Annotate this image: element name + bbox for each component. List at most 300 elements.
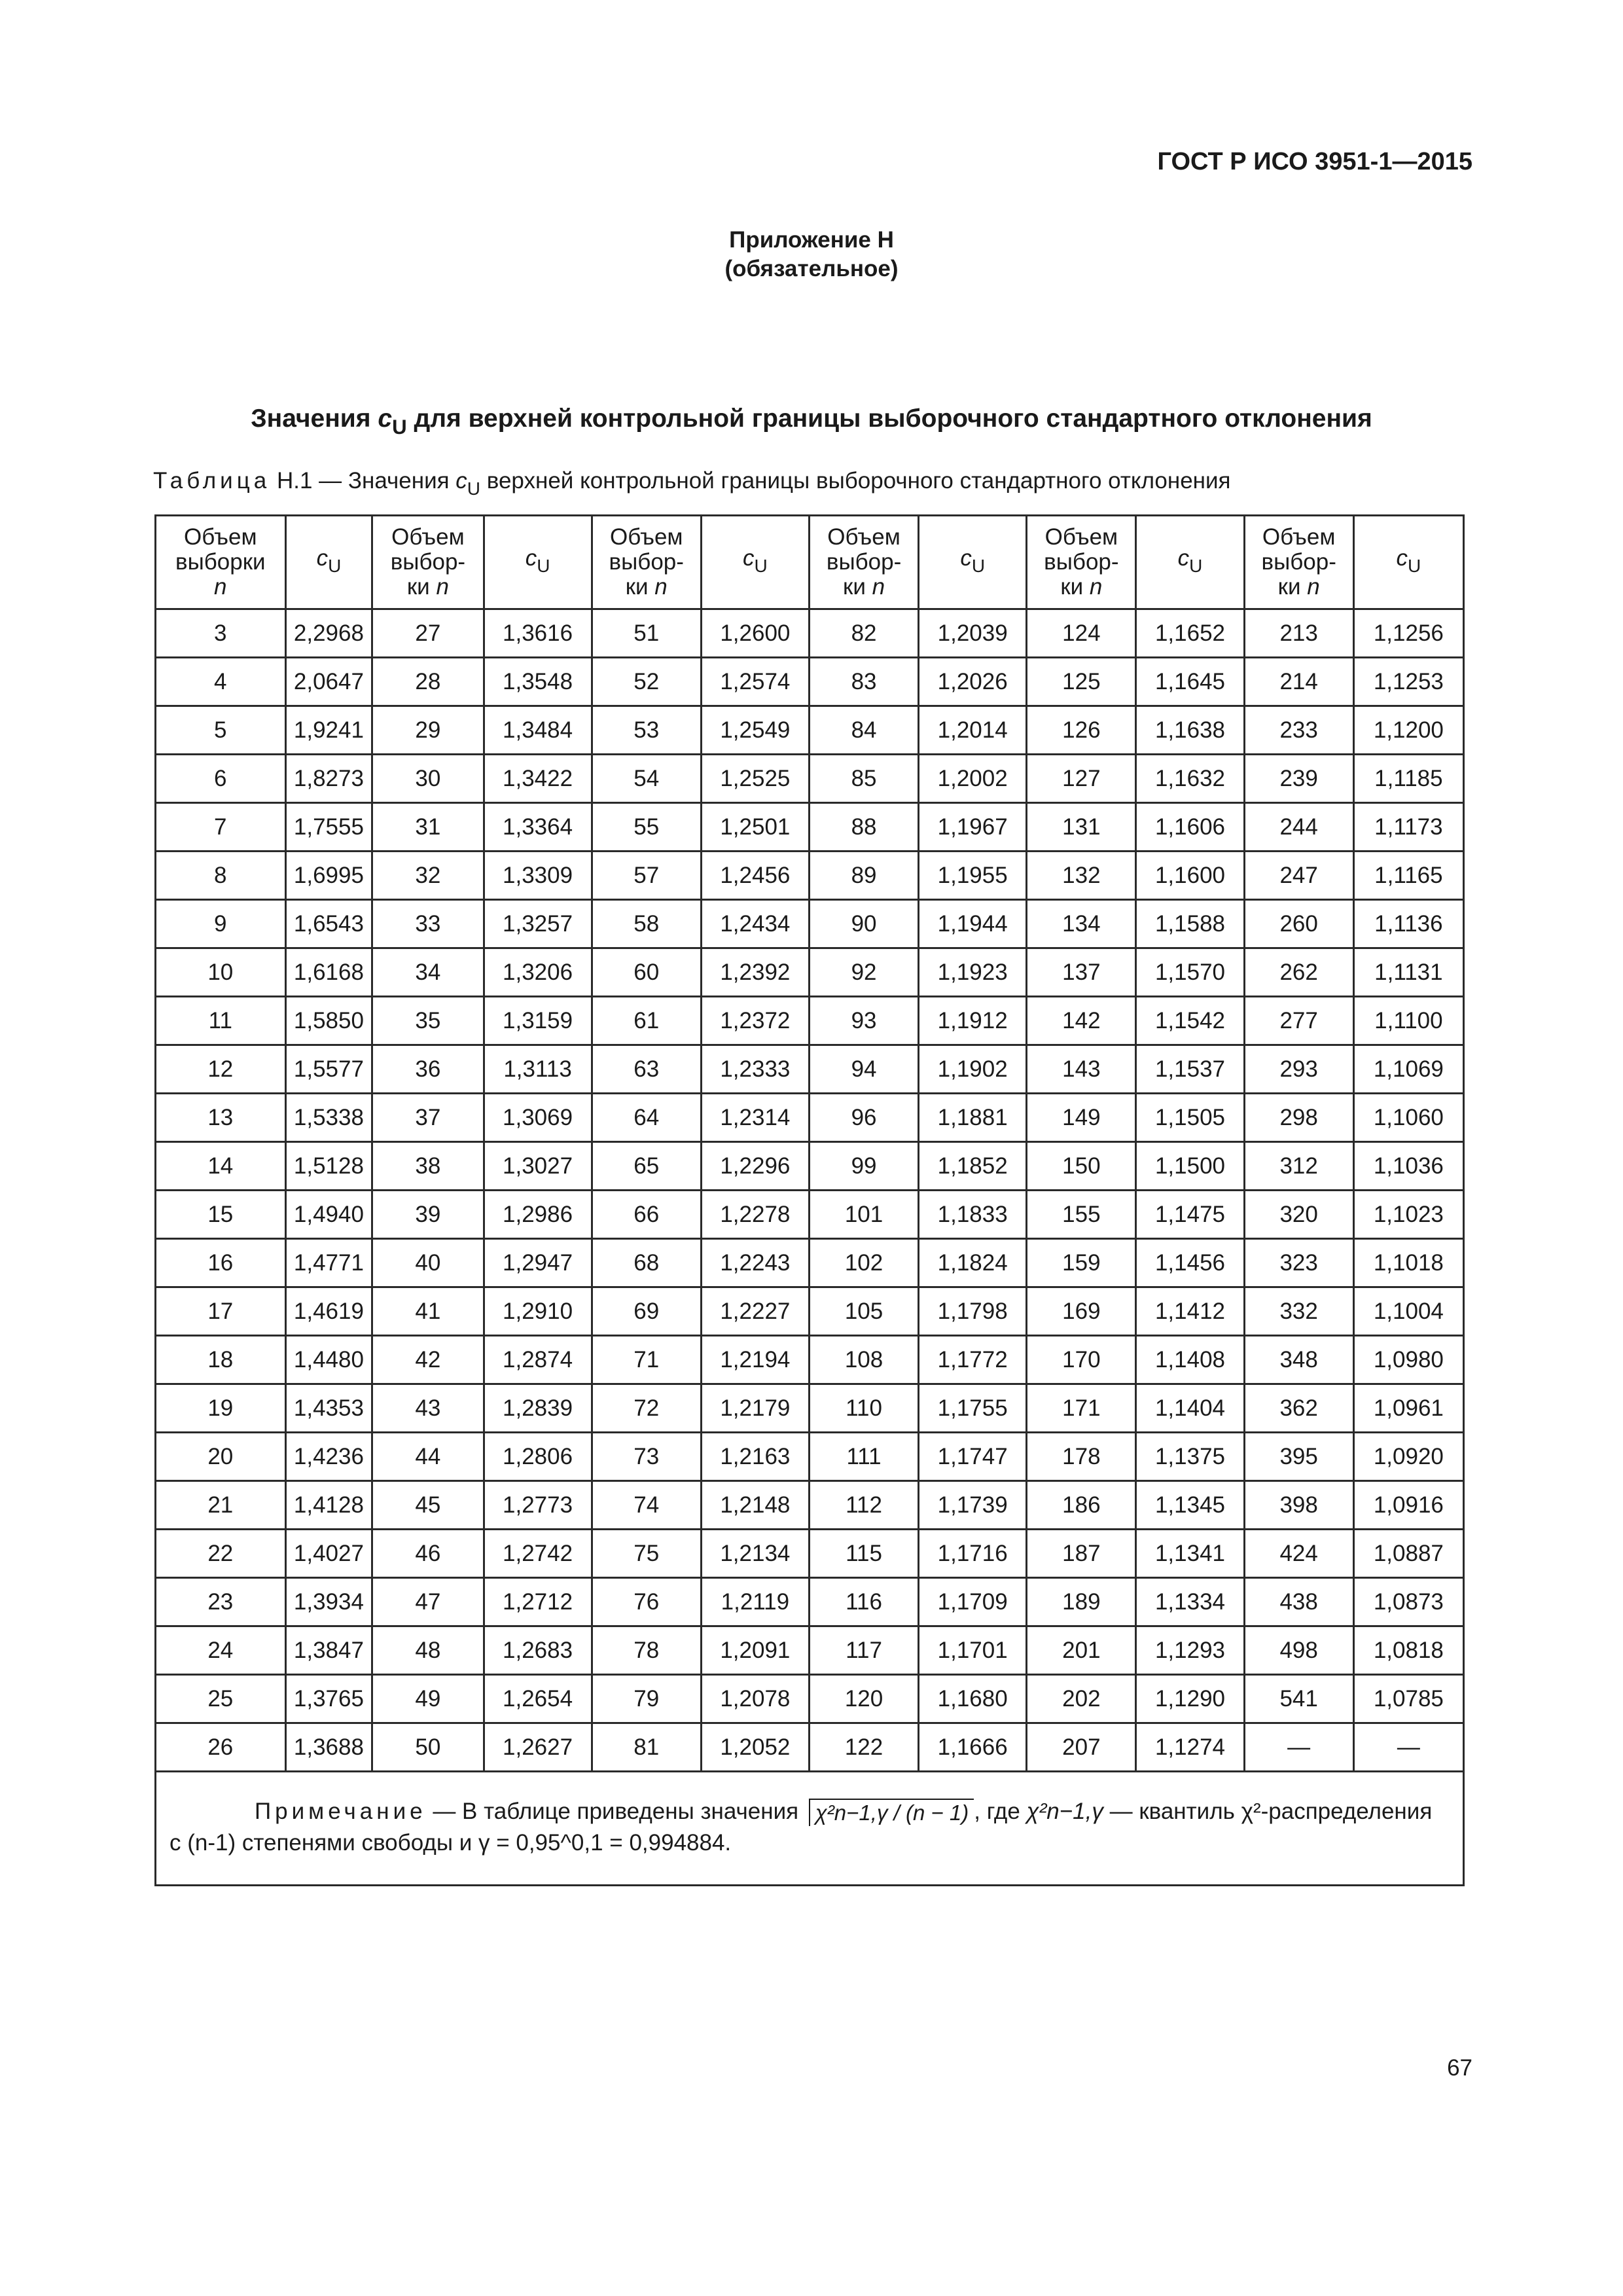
cu-value-cell: 1,2163: [701, 1433, 809, 1481]
sample-size-cell: 19: [156, 1384, 286, 1433]
sample-size-cell: 424: [1244, 1530, 1353, 1578]
cu-value-cell: 1,2243: [701, 1239, 809, 1287]
sample-size-cell: 38: [372, 1142, 484, 1191]
cu-value-cell: 1,2119: [701, 1578, 809, 1626]
sample-size-cell: 89: [809, 852, 918, 900]
table-body: [156, 609, 1464, 1772]
sample-size-cell: 171: [1027, 1384, 1136, 1433]
sample-size-cell: 33: [372, 900, 484, 948]
cu-value-cell: 1,1739: [919, 1481, 1027, 1530]
sample-size-cell: 42: [372, 1336, 484, 1384]
sample-size-cell: 45: [372, 1481, 484, 1530]
cu-value-cell: 1,1881: [919, 1094, 1027, 1142]
sample-size-cell: 187: [1027, 1530, 1136, 1578]
cu-value-cell: 1,2039: [919, 609, 1027, 658]
sample-size-cell: 108: [809, 1336, 918, 1384]
sample-size-cell: 102: [809, 1239, 918, 1287]
cu-value-cell: 1,0887: [1353, 1530, 1463, 1578]
sample-size-cell: 169: [1027, 1287, 1136, 1336]
cu-value-cell: 1,7555: [285, 803, 372, 852]
sample-size-cell: 117: [809, 1626, 918, 1675]
cu-value-cell: 1,3847: [285, 1626, 372, 1675]
sample-size-cell: 76: [592, 1578, 701, 1626]
sample-size-cell: 17: [156, 1287, 286, 1336]
sample-size-cell: 201: [1027, 1626, 1136, 1675]
note-text-3: — квантиль χ²-распределения: [1103, 1798, 1433, 1824]
sample-size-cell: 247: [1244, 852, 1353, 900]
cu-value-cell: 1,1475: [1136, 1191, 1244, 1239]
cu-value-cell: 1,3027: [484, 1142, 592, 1191]
section-title-symbol: $c_U$: [378, 404, 407, 439]
table-row: [156, 755, 1464, 803]
sample-size-cell: 51: [592, 609, 701, 658]
cu-value-cell: 1,1923: [919, 948, 1027, 997]
sample-size-cell: 73: [592, 1433, 701, 1481]
sample-size-cell: 24: [156, 1626, 286, 1675]
sample-size-cell: 85: [809, 755, 918, 803]
sample-size-cell: 37: [372, 1094, 484, 1142]
sample-size-cell: 149: [1027, 1094, 1136, 1142]
cu-value-cell: 1,1570: [1136, 948, 1244, 997]
cu-value-cell: 1,3364: [484, 803, 592, 852]
cu-value-cell: 1,8273: [285, 755, 372, 803]
cu-value-cell: 1,1638: [1136, 706, 1244, 755]
table-row: [156, 1045, 1464, 1094]
cu-value-cell: 1,1185: [1353, 755, 1463, 803]
table-row: [156, 900, 1464, 948]
cu-value-cell: 1,1136: [1353, 900, 1463, 948]
cu-value-cell: 1,6168: [285, 948, 372, 997]
sample-size-cell: 298: [1244, 1094, 1353, 1142]
sample-size-cell: 48: [372, 1626, 484, 1675]
header-cu: $c_U$: [1136, 516, 1244, 609]
table-note: [156, 1772, 1464, 1886]
cu-value-cell: 1,1902: [919, 1045, 1027, 1094]
sample-size-cell: 68: [592, 1239, 701, 1287]
cu-value-cell: 1,1716: [919, 1530, 1027, 1578]
header-sample-size: Объем выбор- ки n: [809, 516, 918, 609]
cu-value-cell: 1,2839: [484, 1384, 592, 1433]
cu-value-cell: 1,2434: [701, 900, 809, 948]
table-row: [156, 803, 1464, 852]
cu-value-cell: 1,0916: [1353, 1481, 1463, 1530]
document-code: ГОСТ Р ИСО 3951-1—2015: [1157, 148, 1472, 175]
sample-size-cell: 79: [592, 1675, 701, 1723]
cu-value-cell: 1,1505: [1136, 1094, 1244, 1142]
cu-value-cell: 1,2026: [919, 658, 1027, 706]
sample-size-cell: 66: [592, 1191, 701, 1239]
cu-value-cell: 1,1824: [919, 1239, 1027, 1287]
sample-size-cell: 186: [1027, 1481, 1136, 1530]
cu-value-cell: 1,4771: [285, 1239, 372, 1287]
sample-size-cell: 46: [372, 1530, 484, 1578]
sample-size-cell: 57: [592, 852, 701, 900]
cu-value-cell: 1,1018: [1353, 1239, 1463, 1287]
sample-size-cell: 27: [372, 609, 484, 658]
cu-value-cell: 1,0980: [1353, 1336, 1463, 1384]
table-row: [156, 1287, 1464, 1336]
section-title-suffix: для верхней контрольной границы выборочного стандартного отклонения: [406, 404, 1372, 433]
cu-value-cell: 1,1500: [1136, 1142, 1244, 1191]
cu-value-cell: 1,2148: [701, 1481, 809, 1530]
header-cu: $c_U$: [701, 516, 809, 609]
sample-size-cell: 142: [1027, 997, 1136, 1045]
cu-value-cell: 1,1036: [1353, 1142, 1463, 1191]
cu-value-cell: 1,2392: [701, 948, 809, 997]
sample-size-cell: 293: [1244, 1045, 1353, 1094]
cu-value-cell: 1,2501: [701, 803, 809, 852]
cu-value-cell: 1,3688: [285, 1723, 372, 1772]
sample-size-cell: 6: [156, 755, 286, 803]
table-row: [156, 1336, 1464, 1384]
cu-value-cell: 1,0873: [1353, 1578, 1463, 1626]
cu-value-cell: 1,6543: [285, 900, 372, 948]
cu-value-cell: 1,2986: [484, 1191, 592, 1239]
cu-value-cell: 1,1256: [1353, 609, 1463, 658]
sample-size-cell: 54: [592, 755, 701, 803]
table-row: [156, 852, 1464, 900]
header-sample-size: Объем выбор- ки n: [1244, 516, 1353, 609]
annex-status: (обязательное): [724, 256, 899, 281]
sample-size-cell: 127: [1027, 755, 1136, 803]
cu-value-cell: 1,1666: [919, 1723, 1027, 1772]
sample-size-cell: 7: [156, 803, 286, 852]
sample-size-cell: 92: [809, 948, 918, 997]
sample-size-cell: 132: [1027, 852, 1136, 900]
cu-value-cell: 1,1772: [919, 1336, 1027, 1384]
section-title-prefix: Значения: [251, 404, 378, 433]
sample-size-cell: 277: [1244, 997, 1353, 1045]
table-row: [156, 1094, 1464, 1142]
sample-size-cell: 22: [156, 1530, 286, 1578]
sample-size-cell: 260: [1244, 900, 1353, 948]
cu-value-cell: 1,1645: [1136, 658, 1244, 706]
note-formula: χ²n−1,γ / (n − 1): [809, 1799, 974, 1826]
cu-value-cell: 1,1345: [1136, 1481, 1244, 1530]
cu-value-cell: 1,2078: [701, 1675, 809, 1723]
sample-size-cell: 348: [1244, 1336, 1353, 1384]
cu-value-cell: 1,2052: [701, 1723, 809, 1772]
sample-size-cell: 3: [156, 609, 286, 658]
sample-size-cell: 65: [592, 1142, 701, 1191]
sample-size-cell: 28: [372, 658, 484, 706]
sample-size-cell: 23: [156, 1578, 286, 1626]
sample-size-cell: 81: [592, 1723, 701, 1772]
cu-value-cell: 1,2654: [484, 1675, 592, 1723]
cu-value-cell: 1,1944: [919, 900, 1027, 948]
cu-value-cell: 1,2372: [701, 997, 809, 1045]
sample-size-cell: 47: [372, 1578, 484, 1626]
sample-size-cell: 111: [809, 1433, 918, 1481]
cu-value-cell: 1,1131: [1353, 948, 1463, 997]
table-row: [156, 706, 1464, 755]
cu-value-cell: 1,3934: [285, 1578, 372, 1626]
sample-size-cell: 35: [372, 997, 484, 1045]
cu-value-cell: 1,5577: [285, 1045, 372, 1094]
sample-size-cell: 78: [592, 1626, 701, 1675]
sample-size-cell: 8: [156, 852, 286, 900]
table-row: [156, 1626, 1464, 1675]
cu-value-cell: 1,2194: [701, 1336, 809, 1384]
table-row: [156, 997, 1464, 1045]
cu-value-cell: 1,2179: [701, 1384, 809, 1433]
cu-value-cell: 1,3257: [484, 900, 592, 948]
sample-size-cell: 26: [156, 1723, 286, 1772]
sample-size-cell: 32: [372, 852, 484, 900]
sample-size-cell: 43: [372, 1384, 484, 1433]
cu-value-cell: 1,2014: [919, 706, 1027, 755]
cu-value-cell: 1,1955: [919, 852, 1027, 900]
sample-size-cell: —: [1244, 1723, 1353, 1772]
sample-size-cell: 498: [1244, 1626, 1353, 1675]
sample-size-cell: 49: [372, 1675, 484, 1723]
sample-size-cell: 99: [809, 1142, 918, 1191]
cu-value-cell: 1,1798: [919, 1287, 1027, 1336]
sample-size-cell: 159: [1027, 1239, 1136, 1287]
cu-value-cell: 1,3206: [484, 948, 592, 997]
cu-value-cell: 1,4236: [285, 1433, 372, 1481]
cu-value-cell: 1,1404: [1136, 1384, 1244, 1433]
sample-size-cell: 312: [1244, 1142, 1353, 1191]
sample-size-cell: 207: [1027, 1723, 1136, 1772]
sample-size-cell: 244: [1244, 803, 1353, 852]
sample-size-cell: 12: [156, 1045, 286, 1094]
sample-size-cell: 125: [1027, 658, 1136, 706]
cu-value-cell: 1,1004: [1353, 1287, 1463, 1336]
cu-value-cell: 1,1912: [919, 997, 1027, 1045]
cu-value-cell: 1,1542: [1136, 997, 1244, 1045]
cu-value-cell: 1,1173: [1353, 803, 1463, 852]
table-row: [156, 1142, 1464, 1191]
caption-text: верхней контрольной границы выборочного стандартного отклонения: [480, 468, 1231, 493]
cu-value-cell: 1,1290: [1136, 1675, 1244, 1723]
sample-size-cell: 134: [1027, 900, 1136, 948]
cu-value-cell: 1,2549: [701, 706, 809, 755]
table-caption: [153, 468, 1231, 499]
sample-size-cell: 9: [156, 900, 286, 948]
sample-size-cell: 189: [1027, 1578, 1136, 1626]
table-row: [156, 1384, 1464, 1433]
sample-size-cell: 112: [809, 1481, 918, 1530]
table-row: [156, 1239, 1464, 1287]
table-row: [156, 658, 1464, 706]
sample-size-cell: 332: [1244, 1287, 1353, 1336]
sample-size-cell: 116: [809, 1578, 918, 1626]
cu-value-cell: 1,2874: [484, 1336, 592, 1384]
sample-size-cell: 31: [372, 803, 484, 852]
sample-size-cell: 10: [156, 948, 286, 997]
cu-value-cell: 1,6995: [285, 852, 372, 900]
header-sample-size: Объем выбор- ки n: [1027, 516, 1136, 609]
table-row: [156, 948, 1464, 997]
cu-value-cell: 1,1293: [1136, 1626, 1244, 1675]
sample-size-cell: 178: [1027, 1433, 1136, 1481]
sample-size-cell: 115: [809, 1530, 918, 1578]
sample-size-cell: 13: [156, 1094, 286, 1142]
cu-value-cell: 1,0785: [1353, 1675, 1463, 1723]
cu-value-cell: 1,1069: [1353, 1045, 1463, 1094]
cu-value-cell: 1,3113: [484, 1045, 592, 1094]
sample-size-cell: 84: [809, 706, 918, 755]
cu-value-cell: 1,2278: [701, 1191, 809, 1239]
cu-value-cell: 1,1755: [919, 1384, 1027, 1433]
sample-size-cell: 41: [372, 1287, 484, 1336]
cu-value-cell: 1,2227: [701, 1287, 809, 1336]
sample-size-cell: 96: [809, 1094, 918, 1142]
annex-heading: [0, 226, 1623, 283]
table-row: [156, 1481, 1464, 1530]
header-sample-size: Объем выбор- ки n: [372, 516, 484, 609]
cu-value-cell: 1,5128: [285, 1142, 372, 1191]
cu-value-cell: 1,1408: [1136, 1336, 1244, 1384]
cu-value-cell: 1,4353: [285, 1384, 372, 1433]
cu-value-cell: 1,2683: [484, 1626, 592, 1675]
cu-value-cell: —: [1353, 1723, 1463, 1772]
sample-size-cell: 82: [809, 609, 918, 658]
sample-size-cell: 202: [1027, 1675, 1136, 1723]
table-row: [156, 1675, 1464, 1723]
sample-size-cell: 105: [809, 1287, 918, 1336]
cu-value-cell: 1,4940: [285, 1191, 372, 1239]
sample-size-cell: 53: [592, 706, 701, 755]
cu-value-cell: 1,1200: [1353, 706, 1463, 755]
cu-value-cell: 1,1833: [919, 1191, 1027, 1239]
cu-value-cell: 1,3548: [484, 658, 592, 706]
cu-value-cell: 1,1701: [919, 1626, 1027, 1675]
header-sample-size: Объем выбор- ки n: [592, 516, 701, 609]
cu-value-cell: 1,3422: [484, 755, 592, 803]
cu-value-cell: 1,1375: [1136, 1433, 1244, 1481]
cu-value-cell: 1,1709: [919, 1578, 1027, 1626]
sample-size-cell: 75: [592, 1530, 701, 1578]
header-cu: $c_U$: [285, 516, 372, 609]
cu-value-cell: 1,1588: [1136, 900, 1244, 948]
cu-value-cell: 1,3765: [285, 1675, 372, 1723]
cu-value-cell: 1,5338: [285, 1094, 372, 1142]
cu-value-cell: 1,1274: [1136, 1723, 1244, 1772]
sample-size-cell: 30: [372, 755, 484, 803]
cu-value-cell: 1,2947: [484, 1239, 592, 1287]
annex-title: Приложение Н: [729, 227, 894, 253]
sample-size-cell: 214: [1244, 658, 1353, 706]
sample-size-cell: 69: [592, 1287, 701, 1336]
sample-size-cell: 362: [1244, 1384, 1353, 1433]
cu-value-cell: 1,0920: [1353, 1433, 1463, 1481]
table-row: [156, 609, 1464, 658]
sample-size-cell: 11: [156, 997, 286, 1045]
sample-size-cell: 52: [592, 658, 701, 706]
cu-value-cell: 1,0818: [1353, 1626, 1463, 1675]
sample-size-cell: 29: [372, 706, 484, 755]
table-row: [156, 1723, 1464, 1772]
cu-value-cell: 1,5850: [285, 997, 372, 1045]
cu-value-cell: 2,2968: [285, 609, 372, 658]
sample-size-cell: 40: [372, 1239, 484, 1287]
header-cu: $c_U$: [1353, 516, 1463, 609]
cu-value-cell: 1,2314: [701, 1094, 809, 1142]
sample-size-cell: 25: [156, 1675, 286, 1723]
cu-value-cell: 1,2574: [701, 658, 809, 706]
cu-value-cell: 1,2333: [701, 1045, 809, 1094]
cu-value-cell: 1,3309: [484, 852, 592, 900]
header-cu: $c_U$: [484, 516, 592, 609]
sample-size-cell: 21: [156, 1481, 286, 1530]
sample-size-cell: 71: [592, 1336, 701, 1384]
sample-size-cell: 541: [1244, 1675, 1353, 1723]
sample-size-cell: 213: [1244, 609, 1353, 658]
sample-size-cell: 239: [1244, 755, 1353, 803]
cu-value-cell: 1,1537: [1136, 1045, 1244, 1094]
page-number: 67: [1447, 2055, 1472, 2081]
sample-size-cell: 395: [1244, 1433, 1353, 1481]
sample-size-cell: 94: [809, 1045, 918, 1094]
table-note-row: [156, 1772, 1464, 1886]
cu-value-cell: 1,1747: [919, 1433, 1027, 1481]
sample-size-cell: 5: [156, 706, 286, 755]
table-row: [156, 1578, 1464, 1626]
cu-table: [154, 514, 1465, 1886]
header-sample-size: Объем выборки n: [156, 516, 286, 609]
sample-size-cell: 83: [809, 658, 918, 706]
cu-value-cell: 1,4027: [285, 1530, 372, 1578]
sample-size-cell: 74: [592, 1481, 701, 1530]
cu-value-cell: 1,1253: [1353, 658, 1463, 706]
cu-value-cell: 1,1652: [1136, 609, 1244, 658]
sample-size-cell: 72: [592, 1384, 701, 1433]
sample-size-cell: 233: [1244, 706, 1353, 755]
caption-number: Н.1 — Значения: [270, 468, 456, 493]
cu-value-cell: 1,1165: [1353, 852, 1463, 900]
cu-value-cell: 1,2296: [701, 1142, 809, 1191]
cu-value-cell: 1,1100: [1353, 997, 1463, 1045]
cu-value-cell: 1,2773: [484, 1481, 592, 1530]
sample-size-cell: 16: [156, 1239, 286, 1287]
sample-size-cell: 126: [1027, 706, 1136, 755]
cu-value-cell: 1,1023: [1353, 1191, 1463, 1239]
cu-value-cell: 1,4128: [285, 1481, 372, 1530]
table-row: [156, 1530, 1464, 1578]
sample-size-cell: 36: [372, 1045, 484, 1094]
sample-size-cell: 64: [592, 1094, 701, 1142]
sample-size-cell: 398: [1244, 1481, 1353, 1530]
sample-size-cell: 4: [156, 658, 286, 706]
cu-value-cell: 1,2742: [484, 1530, 592, 1578]
sample-size-cell: 63: [592, 1045, 701, 1094]
sample-size-cell: 34: [372, 948, 484, 997]
sample-size-cell: 323: [1244, 1239, 1353, 1287]
note-text-2: , где: [974, 1798, 1027, 1824]
note-quantile: χ²n−1,γ: [1026, 1798, 1103, 1824]
cu-value-cell: 1,2806: [484, 1433, 592, 1481]
cu-value-cell: 1,2712: [484, 1578, 592, 1626]
sample-size-cell: 150: [1027, 1142, 1136, 1191]
cu-value-cell: 1,1412: [1136, 1287, 1244, 1336]
cu-value-cell: 1,3159: [484, 997, 592, 1045]
cu-value-cell: 1,1967: [919, 803, 1027, 852]
sample-size-cell: 122: [809, 1723, 918, 1772]
cu-value-cell: 1,4619: [285, 1287, 372, 1336]
cu-value-cell: 1,9241: [285, 706, 372, 755]
sample-size-cell: 143: [1027, 1045, 1136, 1094]
cu-value-cell: 1,1852: [919, 1142, 1027, 1191]
section-title: [0, 404, 1623, 439]
cu-value-cell: 1,1600: [1136, 852, 1244, 900]
cu-value-cell: 1,0961: [1353, 1384, 1463, 1433]
sample-size-cell: 55: [592, 803, 701, 852]
cu-value-cell: 1,1606: [1136, 803, 1244, 852]
sample-size-cell: 170: [1027, 1336, 1136, 1384]
sample-size-cell: 320: [1244, 1191, 1353, 1239]
